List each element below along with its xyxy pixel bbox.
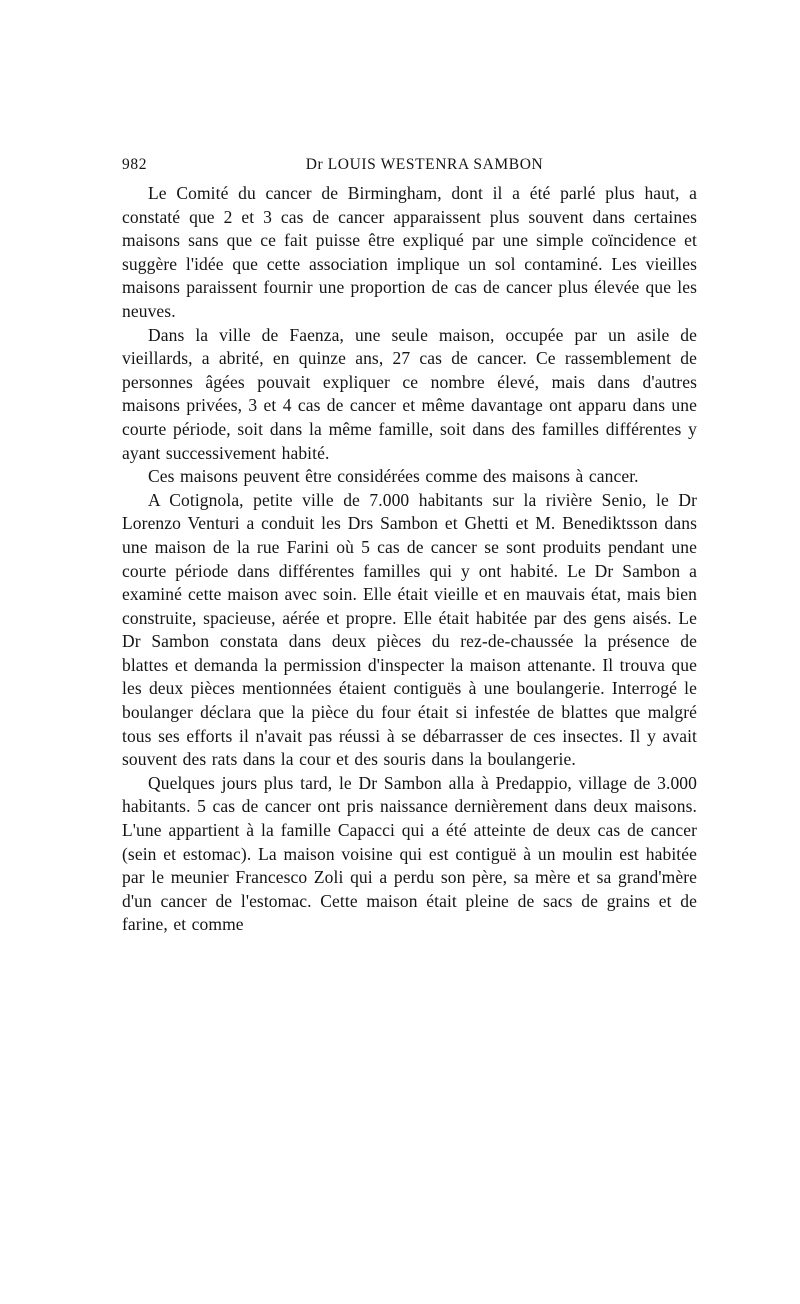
document-page xyxy=(122,150,697,937)
running-title: Dr LOUIS WESTENRA SAMBON xyxy=(305,156,544,173)
paragraph-birmingham-committee: Le Comité du cancer de Birmingham, dont il a été parlé plus haut, a constaté que 2 et 3 cas de cancer apparaissent plus souvent dans certaines maisons sans que ce fait puisse être expliqué par une simple coïncidence et suggère l'idée que cette association implique un sol contaminé. Les vieilles maisons paraissent fournir une proportion de cas de cancer plus élevée que les neuves. xyxy=(122,183,697,321)
page-number: 982 xyxy=(122,156,148,173)
paragraph-faenza: Dans la ville de Faenza, une seule maison, occupée par un asile de vieillards, a abrité, en quinze ans, 27 cas de cancer. Ce rassemblement de personnes âgées pouvait expliquer ce nombre élevé, mais dans d'autres maisons privées, 3 et 4 cas de cancer et même davantage ont apparu dans une courte période, soit dans la même famille, soit dans des familles différentes y ayant successivement habité. xyxy=(122,324,697,463)
paragraph-cotignola: A Cotignola, petite ville de 7.000 habitants sur la rivière Senio, le Dr Lorenzo Venturi a conduit les Drs Sambon et Ghetti et M. Benediktsson dans une maison de la rue Farini où 5 cas de cancer se sont produits pendant une courte période dans différentes familles qui y ont habité. Le Dr Sambon a examiné cette maison avec soin. Elle était vieille et en mauvais état, mais bien construite, spacieuse, aérée et propre. Elle était habitée par des gens aisés. Le Dr Sambon constata dans deux pièces du rez-de-chaussée la présence de blattes et demanda la permission d'inspecter la maison attenante. Il trouva que les deux pièces mentionnées étaient contiguës à une boulangerie. Interrogé le boulanger déclara que la pièce du four était si infestée de blattes que malgré tous ses efforts il n'avait pas réussi à se débarrasser de ces insectes. Il y avait souvent des rats dans la cour et des souris dans la boulangerie. xyxy=(122,489,697,770)
paragraph-predappio: Quelques jours plus tard, le Dr Sambon alla à Predappio, village de 3.000 habitants. 5 cas de cancer ont pris naissance dernièrement dans deux maisons. L'une appartient à la famille Capacci qui a été atteinte de deux cas de cancer (sein et estomac). La maison voisine qui est contiguë à un moulin est habitée par le meunier Francesco Zoli qui a perdu son père, sa mère et sa grand'mère d'un cancer de l'estomac. Cette maison était pleine de sacs de grains et de farine, et comme xyxy=(122,772,697,935)
paragraph-cancer-houses: Ces maisons peuvent être considérées comme des maisons à cancer. xyxy=(148,466,639,487)
body-text xyxy=(122,182,697,937)
running-head xyxy=(122,150,697,180)
